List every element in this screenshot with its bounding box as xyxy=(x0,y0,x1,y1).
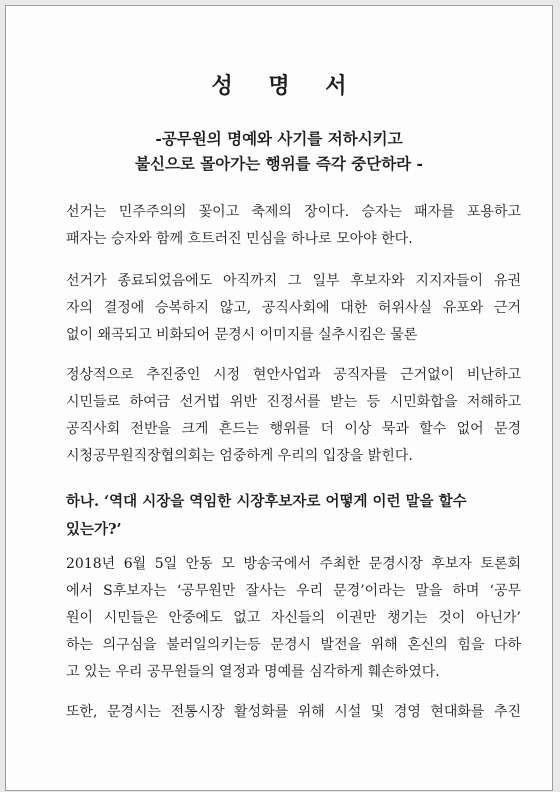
paragraph-line: 2018년 6월 5일 안동 모 방송국에서 주최한 문경시장 후보자 토론회 xyxy=(66,556,521,572)
paragraph-3 xyxy=(66,362,521,470)
paragraph-line: 패자는 승자와 함께 흐트러진 민심을 하나로 모아야 한다. xyxy=(66,231,413,247)
paragraph-5 xyxy=(66,699,521,726)
paragraph-line: 하는 의구심을 불러일의키는등 문경시 발전을 위해 혼신의 힘을 다하 xyxy=(66,637,521,653)
paragraph-line: 고 있는 우리 공무원들의 열정과 명예를 심각하게 훼손하였다. xyxy=(66,664,440,680)
paragraph-1 xyxy=(66,199,521,253)
paragraph-4 xyxy=(66,551,521,686)
subtitle-line: -공무원의 명예와 사기를 저하시키고 xyxy=(155,129,403,148)
document-page xyxy=(5,5,553,791)
paragraph-line: 또한, 문경시는 전통시장 활성화를 위해 시설 및 경영 현대화를 추진 xyxy=(66,704,521,720)
paragraph-line: 없이 왜곡되고 비화되어 문경시 이미지를 실추시킴은 물론 xyxy=(66,327,418,343)
paragraph-line: 공직사회 전반을 크게 흔드는 행위를 더 이상 묵과 할수 없어 문경 xyxy=(66,421,521,437)
paragraph-line: 시민들로 하여금 선거법 위반 진정서를 받는 등 시민화합을 저해하고 xyxy=(66,394,521,410)
paragraph-line: 정상적으로 추진중인 시정 현안사업과 공직자를 근거없이 비난하고 xyxy=(66,367,521,383)
paragraph-line: 원이 시민들은 안중에도 없고 자신들의 이권만 챙기는 것이 아닌가’ xyxy=(66,610,521,626)
paragraph-line: 시청공무원직장협의회는 엄중하게 우리의 입장을 밝힌다. xyxy=(66,448,413,464)
document-subtitle xyxy=(6,126,552,176)
section-heading-line: 하나. ‘역대 시장을 역임한 시장후보자로 어떻게 이런 말을 할수 xyxy=(66,493,467,510)
paragraph-line: 자의 결정에 승복하지 않고, 공직사회에 대한 허위사실 유포와 근거 xyxy=(66,300,521,316)
subtitle-line: 불신으로 몰아가는 행위를 즉각 중단하라 - xyxy=(135,154,423,173)
document-title: 성 명 서 xyxy=(211,73,361,99)
paragraph-line: 에서 S후보자는 ‘공무원만 잘사는 우리 문경’이라는 말을 하며 ‘공무 xyxy=(66,583,521,599)
paragraph-line: 선거가 종료되었음에도 아직까지 그 일부 후보자와 지지자들이 유권 xyxy=(66,273,521,289)
section-heading-line: 있는가?’ xyxy=(66,521,122,538)
paragraph-2 xyxy=(66,268,521,349)
paragraph-line: 선거는 민주주의의 꽃이고 축제의 장이다. 승자는 패자를 포용하고 xyxy=(66,204,521,220)
section-heading xyxy=(66,488,524,544)
